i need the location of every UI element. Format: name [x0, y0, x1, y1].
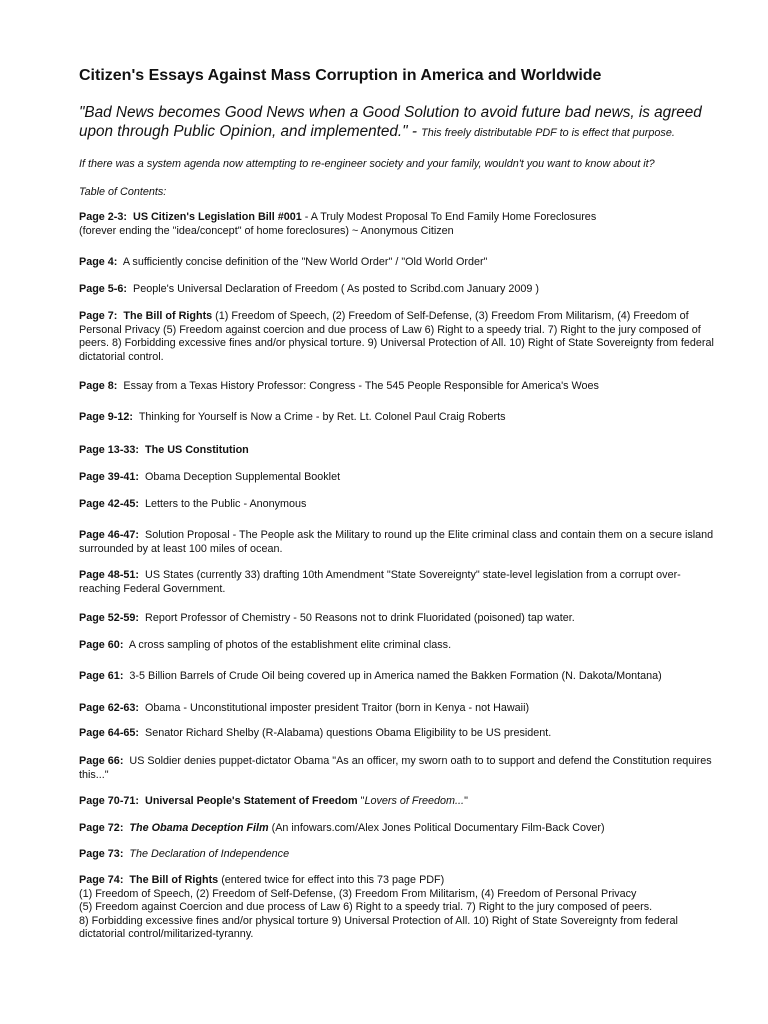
toc-entry-desc: (entered twice for effect into this 73 page PDF)	[218, 874, 445, 886]
toc-page-number: Page 66:	[79, 755, 124, 767]
toc-entry	[79, 727, 719, 741]
toc-entry	[79, 498, 719, 512]
epigraph-quote	[79, 103, 719, 143]
toc-entry	[79, 211, 719, 238]
toc-entry-desc: (5) Freedom against Coercion and due process of Law 6) Right to a speedy trial. 7) Right to the jury composed of peers.	[79, 901, 653, 913]
toc-entry-title: Universal People's Statement of Freedom	[145, 795, 358, 807]
quote-mark: "	[357, 795, 365, 807]
toc-page-number: Page 5-6:	[79, 283, 128, 295]
toc-entry	[79, 670, 719, 684]
toc-entry	[79, 444, 719, 458]
toc-page-number: Page 70-71:	[79, 795, 140, 807]
toc-entry-title: The Obama Deception Film	[129, 822, 269, 834]
toc-entry-title: The Declaration of Independence	[129, 848, 290, 860]
toc-entry	[79, 639, 719, 653]
toc-entry-desc: Letters to the Public - Anonymous	[145, 498, 307, 510]
toc-entry-desc: (forever ending the "idea/concept" of home foreclosures) ~ Anonymous Citizen	[79, 224, 454, 237]
toc-entry	[79, 310, 719, 364]
toc-entry	[79, 256, 719, 270]
toc-page-number: Page 72:	[79, 822, 124, 834]
toc-entry-desc: US Soldier denies puppet-dictator Obama "As an officer, my sworn oath to to support and defend the Constitution requires this..."	[79, 755, 712, 781]
toc-entry-title: The Bill of Rights	[123, 310, 213, 322]
toc-entry-desc: Report Professor of Chemistry - 50 Reasons not to drink Fluoridated (poisoned) tap water.	[145, 612, 575, 624]
toc-page-number: Page 7:	[79, 310, 118, 322]
toc-entry	[79, 848, 719, 862]
toc-entry-desc: 3-5 Billion Barrels of Crude Oil being covered up in America named the Bakken Formation (N. Dakota/Montana)	[129, 670, 662, 682]
quote-text: "Bad News becomes Good News when a Good Solution to avoid future bad news, is agreed upon through Public Opinion, and implemented." -	[79, 104, 702, 140]
toc-page-number: Page 39-41:	[79, 471, 140, 483]
toc-entry	[79, 283, 719, 297]
toc-entry	[79, 822, 719, 836]
toc-page-number: Page 4:	[79, 256, 118, 268]
toc-page-number: Page 62-63:	[79, 702, 140, 714]
toc-entry	[79, 702, 719, 716]
toc-entry	[79, 471, 719, 485]
toc-entry-desc: Obama Deception Supplemental Booklet	[145, 471, 341, 483]
toc-entry	[79, 569, 719, 596]
intro-question: If there was a system agenda now attempting to re-engineer society and your family, wouldn't you want to know about it?	[79, 158, 655, 170]
quote-mark: "	[464, 795, 468, 807]
toc-entry-desc: Thinking for Yourself is Now a Crime - by Ret. Lt. Colonel Paul Craig Roberts	[138, 411, 506, 423]
toc-entry-title: The US Constitution	[145, 444, 249, 456]
toc-entry-desc: (An infowars.com/Alex Jones Political Documentary Film-Back Cover)	[268, 822, 605, 834]
toc-entry	[79, 795, 719, 809]
toc-page-number: Page 61:	[79, 670, 124, 682]
toc-entry	[79, 411, 719, 425]
toc-entry-desc: Solution Proposal - The People ask the Military to round up the Elite criminal class and contain them on a secure island surrounded by at least 100 miles of ocean.	[79, 529, 714, 555]
toc-page-number: Page 13-33:	[79, 444, 140, 456]
toc-entry	[79, 612, 719, 626]
toc-page-number: Page 8:	[79, 380, 118, 392]
toc-page-number: Page 42-45:	[79, 498, 140, 510]
toc-heading: Table of Contents:	[79, 186, 167, 198]
document-title: Citizen's Essays Against Mass Corruption in America and Worldwide	[79, 67, 602, 84]
toc-page-number: Page 2-3:	[79, 211, 128, 223]
toc-entry-desc: 8) Forbidding excessive fines and/or physical torture 9) Universal Protection of All. 10) Right of State Sovereignty from federal dictatorial control/militarized-tyranny.	[79, 914, 678, 940]
toc-entry	[79, 874, 719, 942]
toc-page-number: Page 52-59:	[79, 612, 140, 624]
toc-page-number: Page 64-65:	[79, 727, 140, 739]
toc-page-number: Page 73:	[79, 848, 124, 860]
toc-entry-desc: Senator Richard Shelby (R-Alabama) questions Obama Eligibility to be US president.	[145, 727, 552, 739]
toc-page-number: Page 60:	[79, 639, 124, 651]
toc-entry-desc: A sufficiently concise definition of the "New World Order" / "Old World Order"	[122, 256, 488, 268]
toc-entry-desc: People's Universal Declaration of Freedom ( As posted to Scribd.com January 2009 )	[133, 283, 539, 295]
toc-page-number: Page 46-47:	[79, 529, 140, 541]
toc-entry-desc: US States (currently 33) drafting 10th Amendment "State Sovereignty" state-level legislation from a corrupt over-reaching Federal Government.	[79, 569, 681, 595]
toc-entry-desc: - A Truly Modest Proposal To End Family Home Foreclosures	[301, 211, 597, 223]
toc-entry-desc: (1) Freedom of Speech, (2) Freedom of Self-Defense, (3) Freedom From Militarism, (4) Freedom of Personal Privacy	[79, 887, 637, 900]
quote-note: This freely distributable PDF to is effect that purpose.	[421, 127, 675, 139]
toc-entry-desc: A cross sampling of photos of the establishment elite criminal class.	[128, 639, 452, 651]
toc-entry-desc: Lovers of Freedom...	[364, 795, 465, 807]
toc-entry	[79, 529, 719, 556]
toc-entry-desc: Obama - Unconstitutional imposter president Traitor (born in Kenya - not Hawaii)	[145, 702, 530, 714]
toc-page-number: Page 9-12:	[79, 411, 134, 423]
toc-page-number: Page 74:	[79, 874, 124, 886]
toc-entry	[79, 755, 719, 782]
toc-entry	[79, 380, 719, 394]
document-page	[79, 66, 719, 199]
toc-entry-title: US Citizen's Legislation Bill #001	[133, 211, 302, 223]
toc-entry-desc: Essay from a Texas History Professor: Congress - The 545 People Responsible for America's Woes	[123, 380, 599, 392]
toc-entry-title: The Bill of Rights	[129, 874, 219, 886]
toc-page-number: Page 48-51:	[79, 569, 140, 581]
toc-entry-desc: (1) Freedom of Speech, (2) Freedom of Self-Defense, (3) Freedom From Militarism, (4) Freedom of Personal Privacy (5) Freedom against coercion and due process of Law 6) Right to a speedy trial. 7) Right to the jury composed of peers. 8) Forbidding excessive fines and/or physical torture. 9) Universal Protection of All. 10) Right of State Sovereignty from federal dictatorial control.	[79, 310, 714, 363]
